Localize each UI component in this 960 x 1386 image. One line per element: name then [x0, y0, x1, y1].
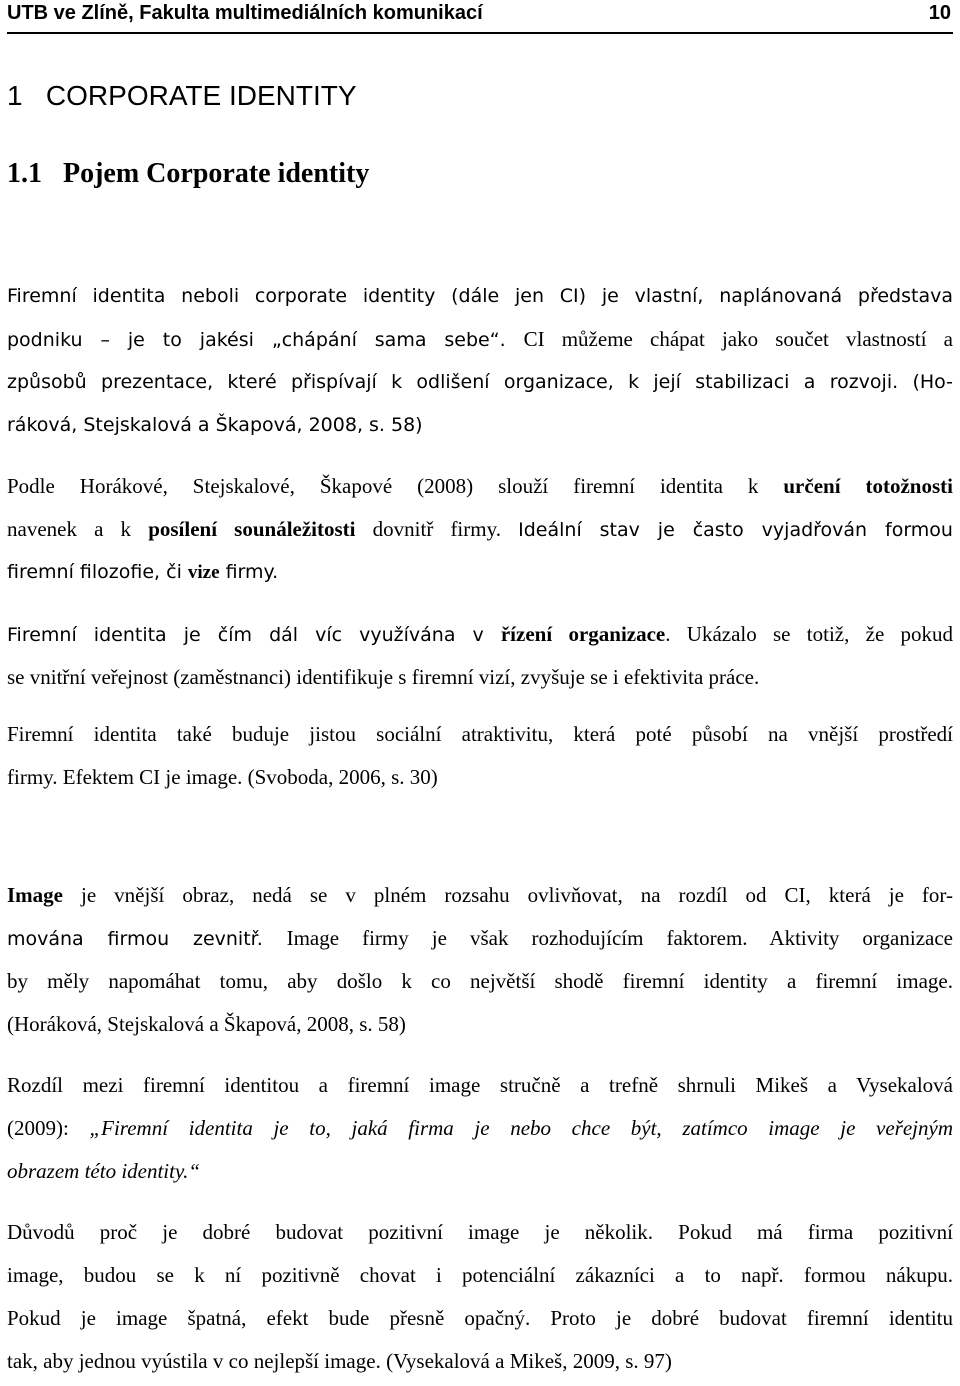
text-span: Podle Horákové, Stejskalové, Škapové (2008) slouží firemní identita k	[7, 474, 784, 498]
paragraph-line	[7, 468, 953, 511]
header-title: UTB ve Zlíně, Fakulta multimediálních komunikací	[7, 2, 483, 24]
paragraph-line: Firemní identita neboli corporate identity (dále jen CI) je vlastní, naplánovaná představa	[7, 285, 953, 307]
paragraph-line	[7, 321, 953, 364]
section-heading	[7, 158, 369, 190]
text-span: firmy.	[219, 561, 279, 583]
text-span: mována firmou zevnitř.	[7, 928, 287, 950]
paragraph-line: tak, aby jednou vyústila v co nejlepší image. (Vysekalová a Mikeš, 2009, s. 97)	[7, 1349, 672, 1373]
paragraph-positive-image	[7, 1214, 953, 1386]
text-span: Firemní identita je čím dál víc využívána v	[7, 624, 501, 646]
paragraph-line	[7, 616, 953, 659]
text-span: je vnější obraz, nedá se v plném rozsahu ovlivňovat, na rozdíl od CI, která je for-	[63, 883, 953, 907]
text-span: CI můžeme chápat jako součet vlastností a	[523, 327, 953, 351]
page-number: 10	[928, 2, 951, 24]
paragraph-line	[7, 920, 953, 963]
paragraph-line	[7, 1110, 953, 1153]
paragraph-difference	[7, 1067, 953, 1196]
paragraph-line: ráková, Stejskalová a Škapová, 2008, s. 58)	[7, 414, 423, 436]
chapter-number: 1	[7, 80, 23, 111]
paragraph-line: se vnitřní veřejnost (zaměstnanci) identifikuje s firemní vizí, zvyšuje se i efektivita práce.	[7, 665, 760, 689]
paragraph-line	[7, 511, 953, 554]
paragraph-line: Pokud je image špatná, efekt bude přesně opačný. Proto je dobré budovat firemní identitu	[7, 1306, 953, 1330]
text-span: Ideální stav je často vyjadřován formou	[518, 519, 953, 541]
paragraph-line: firmy. Efektem CI je image. (Svoboda, 2006, s. 30)	[7, 765, 438, 789]
chapter-title: CORPORATE IDENTITY	[45, 80, 357, 111]
bold-term: určení totožnosti	[783, 474, 953, 498]
paragraph-line	[7, 877, 953, 920]
text-span: podniku – je to jakési „chápání sama sebe“.	[7, 329, 524, 351]
text-span: Ukázalo se totiž, že pokud	[686, 622, 953, 646]
paragraph-line: (Horáková, Stejskalová a Škapová, 2008, s. 58)	[7, 1012, 406, 1036]
paragraph-image-definition	[7, 877, 953, 1049]
paragraph-line: image, budou se k ní pozitivně chovat i potenciální zákazníci a to např. formou nákupu.	[7, 1263, 953, 1287]
bold-term: řízení organizace	[500, 622, 666, 646]
page-header	[7, 0, 953, 34]
text-span: dovnitř firmy.	[355, 517, 519, 541]
bold-term: posílení sounáležitosti	[148, 517, 356, 541]
chapter-heading	[7, 80, 357, 112]
paragraph-ci-management	[7, 616, 953, 702]
quote-text: obrazem této identity.“	[7, 1159, 201, 1183]
paragraph-line	[7, 554, 953, 597]
paragraph-line: způsobů prezentace, které přispívají k odlišení organizace, k její stabilizaci a rozvoji. (Ho-	[7, 371, 953, 393]
section-title: Pojem Corporate identity	[63, 158, 370, 189]
paragraph-line: Důvodů proč je dobré budovat pozitivní image je několik. Pokud má firma pozitivní	[7, 1220, 953, 1244]
paragraph-ci-definition	[7, 278, 953, 450]
quote-text: „Firemní identita je to, jaká firma je nebo chce být, zatímco image je veřejným	[89, 1116, 953, 1140]
bold-term: Image	[7, 883, 63, 907]
bold-term: vize	[187, 562, 220, 583]
text-span: Image firmy je však rozhodujícím faktorem. Aktivity organizace	[286, 926, 953, 950]
section-number: 1.1	[7, 158, 42, 189]
paragraph-ci-attractiveness	[7, 716, 953, 802]
text-span: firemní filozofie, či	[7, 561, 188, 583]
paragraph-line: by měly napomáhat tomu, aby došlo k co největší shodě firemní identity a firemní image.	[7, 969, 953, 993]
text-span: .	[665, 622, 687, 646]
text-span: navenek a k	[7, 517, 149, 541]
paragraph-line: Firemní identita také buduje jistou sociální atraktivitu, která poté působí na vnější prostředí	[7, 722, 953, 746]
paragraph-line: Rozdíl mezi firemní identitou a firemní image stručně a trefně shrnuli Mikeš a Vysekalová	[7, 1073, 953, 1097]
paragraph-ci-purpose	[7, 468, 953, 597]
text-span: (2009):	[7, 1116, 90, 1140]
